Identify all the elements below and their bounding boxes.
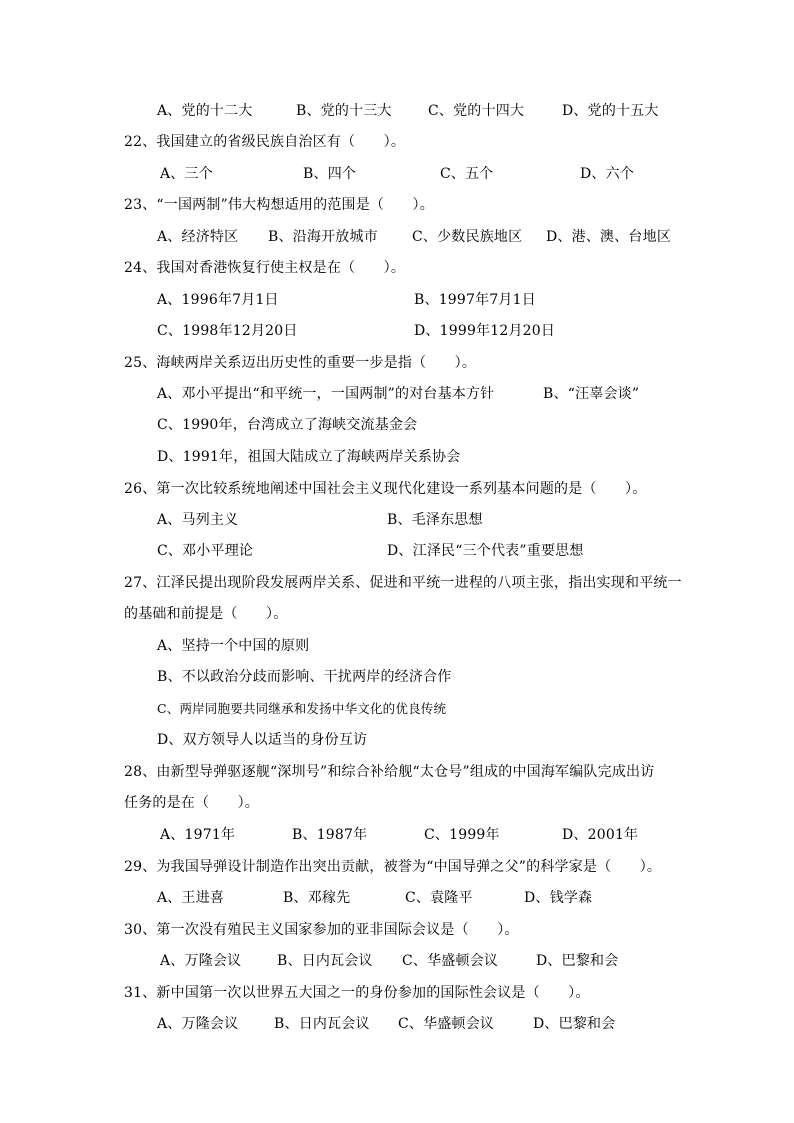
- question-26: [0, 476, 794, 502]
- question-text: 22、我国建立的省级民族自治区有（ ）。: [124, 134, 406, 150]
- options-25-c: [0, 412, 794, 438]
- option-c: C、五个: [440, 166, 494, 182]
- option-27-a: [0, 633, 794, 659]
- option-b: B、“汪辜会谈”: [543, 386, 640, 402]
- question-30: [0, 917, 794, 943]
- option-c: C、袁隆平: [405, 890, 473, 906]
- option-a: A、党的十二大: [157, 103, 253, 119]
- option-a: A、王进喜: [157, 890, 225, 906]
- question-text: 31、新中国第一次以世界五大国之一的身份参加的国际性会议是（ ）。: [124, 985, 590, 1001]
- option-a: A、1996年7月1日: [157, 292, 279, 308]
- option-d: D、2001年: [562, 827, 639, 843]
- option-c: C、1999年: [424, 827, 500, 843]
- option-d: D、党的十五大: [562, 103, 659, 119]
- question-24: [0, 255, 794, 281]
- option-b: B、1987年: [292, 827, 368, 843]
- question-27: [0, 570, 794, 596]
- question-text: 28、由新型导弹驱逐舰“深圳号”和综合补给舰“太仓号”组成的中国海军编队完成出访: [124, 764, 655, 780]
- option-b: B、日内瓦会议: [277, 953, 373, 969]
- option-d: D、巴黎和会: [533, 1016, 616, 1032]
- option-b: B、沿海开放城市: [268, 229, 378, 245]
- question-29: [0, 854, 794, 880]
- option-b: B、毛泽东思想: [387, 512, 483, 528]
- option-c: C、邓小平理论: [157, 543, 254, 559]
- option-c: C、1990年，台湾成立了海峡交流基金会: [157, 417, 418, 433]
- options-26-ab: [0, 507, 794, 533]
- option-d: D、1991年，祖国大陆成立了海峡两岸关系协会: [157, 449, 461, 465]
- question-text: 23、“一国两制”伟大构想适用的范围是（ ）。: [124, 197, 434, 213]
- options-24-ab: [0, 287, 794, 313]
- question-31: [0, 980, 794, 1006]
- options-25-d: [0, 444, 794, 470]
- option-a: A、万隆会议: [157, 1016, 239, 1032]
- option-d: D、巴黎和会: [536, 953, 619, 969]
- options-23: [0, 224, 794, 250]
- options-22: [0, 161, 794, 187]
- question-text: 的基础和前提是（ ）。: [124, 606, 288, 622]
- option-b: B、不以政治分歧而影响、干扰两岸的经济合作: [157, 669, 452, 685]
- question-text: 30、第一次没有殖民主义国家参加的亚非国际会议是（ ）。: [124, 922, 519, 938]
- question-text: 29、为我国导弹设计制造作出突出贡献，被誉为“中国导弹之父”的科学家是（ ）。: [124, 859, 662, 875]
- option-27-b: [0, 664, 794, 690]
- question-28-cont: [0, 790, 794, 816]
- option-d: D、江泽民“三个代表”重要思想: [387, 543, 584, 559]
- question-text: 24、我国对香港恢复行使主权是在（ ）。: [124, 260, 406, 276]
- option-a: A、邓小平提出“和平统一，一国两制”的对台基本方针: [157, 386, 495, 402]
- options-28: [0, 822, 794, 848]
- option-27-c: [0, 696, 794, 722]
- option-d: D、1999年12月20日: [414, 323, 556, 339]
- option-c: C、1998年12月20日: [157, 323, 298, 339]
- options-24-cd: [0, 318, 794, 344]
- option-27-d: [0, 727, 794, 753]
- option-a: A、经济特区: [157, 229, 239, 245]
- option-c: C、少数民族地区: [412, 229, 523, 245]
- option-a: A、坚持一个中国的原则: [157, 638, 310, 654]
- options-30: [0, 948, 794, 974]
- question-28: [0, 759, 794, 785]
- question-text: 25、海峡两岸关系迈出历史性的重要一步是指（ ）。: [124, 355, 477, 371]
- option-c: C、华盛顿会议: [402, 953, 499, 969]
- option-d: D、双方领导人以适当的身份互访: [157, 732, 368, 748]
- option-c: C、两岸同胞要共同继承和发扬中华文化的优良传统: [157, 701, 447, 716]
- option-b: B、邓稼先: [283, 890, 351, 906]
- option-a: A、马列主义: [157, 512, 239, 528]
- option-b: B、四个: [303, 166, 357, 182]
- options-29: [0, 885, 794, 911]
- question-25: [0, 350, 794, 376]
- option-b: B、党的十三大: [296, 103, 392, 119]
- options-26-cd: [0, 538, 794, 564]
- options-21: [0, 98, 794, 124]
- option-a: A、万隆会议: [160, 953, 242, 969]
- options-31: [0, 1011, 794, 1037]
- option-d: D、港、澳、台地区: [546, 229, 672, 245]
- options-25-ab: [0, 381, 794, 407]
- question-text: 26、第一次比较系统地阐述中国社会主义现代化建设一系列基本问题的是（ ）。: [124, 481, 647, 497]
- option-a: A、1971年: [160, 827, 236, 843]
- option-c: C、党的十四大: [428, 103, 525, 119]
- question-27-cont: [0, 601, 794, 627]
- option-d: D、六个: [580, 166, 635, 182]
- option-b: B、日内瓦会议: [274, 1016, 370, 1032]
- option-c: C、华盛顿会议: [398, 1016, 495, 1032]
- question-text: 27、江泽民提出现阶段发展两岸关系、促进和平统一进程的八项主张，指出实现和平统一: [124, 575, 682, 591]
- option-a: A、三个: [160, 166, 213, 182]
- question-23: [0, 192, 794, 218]
- question-text: 任务的是在（ ）。: [124, 795, 259, 811]
- option-b: B、1997年7月1日: [414, 292, 536, 308]
- option-d: D、钱学森: [524, 890, 593, 906]
- question-22: [0, 129, 794, 155]
